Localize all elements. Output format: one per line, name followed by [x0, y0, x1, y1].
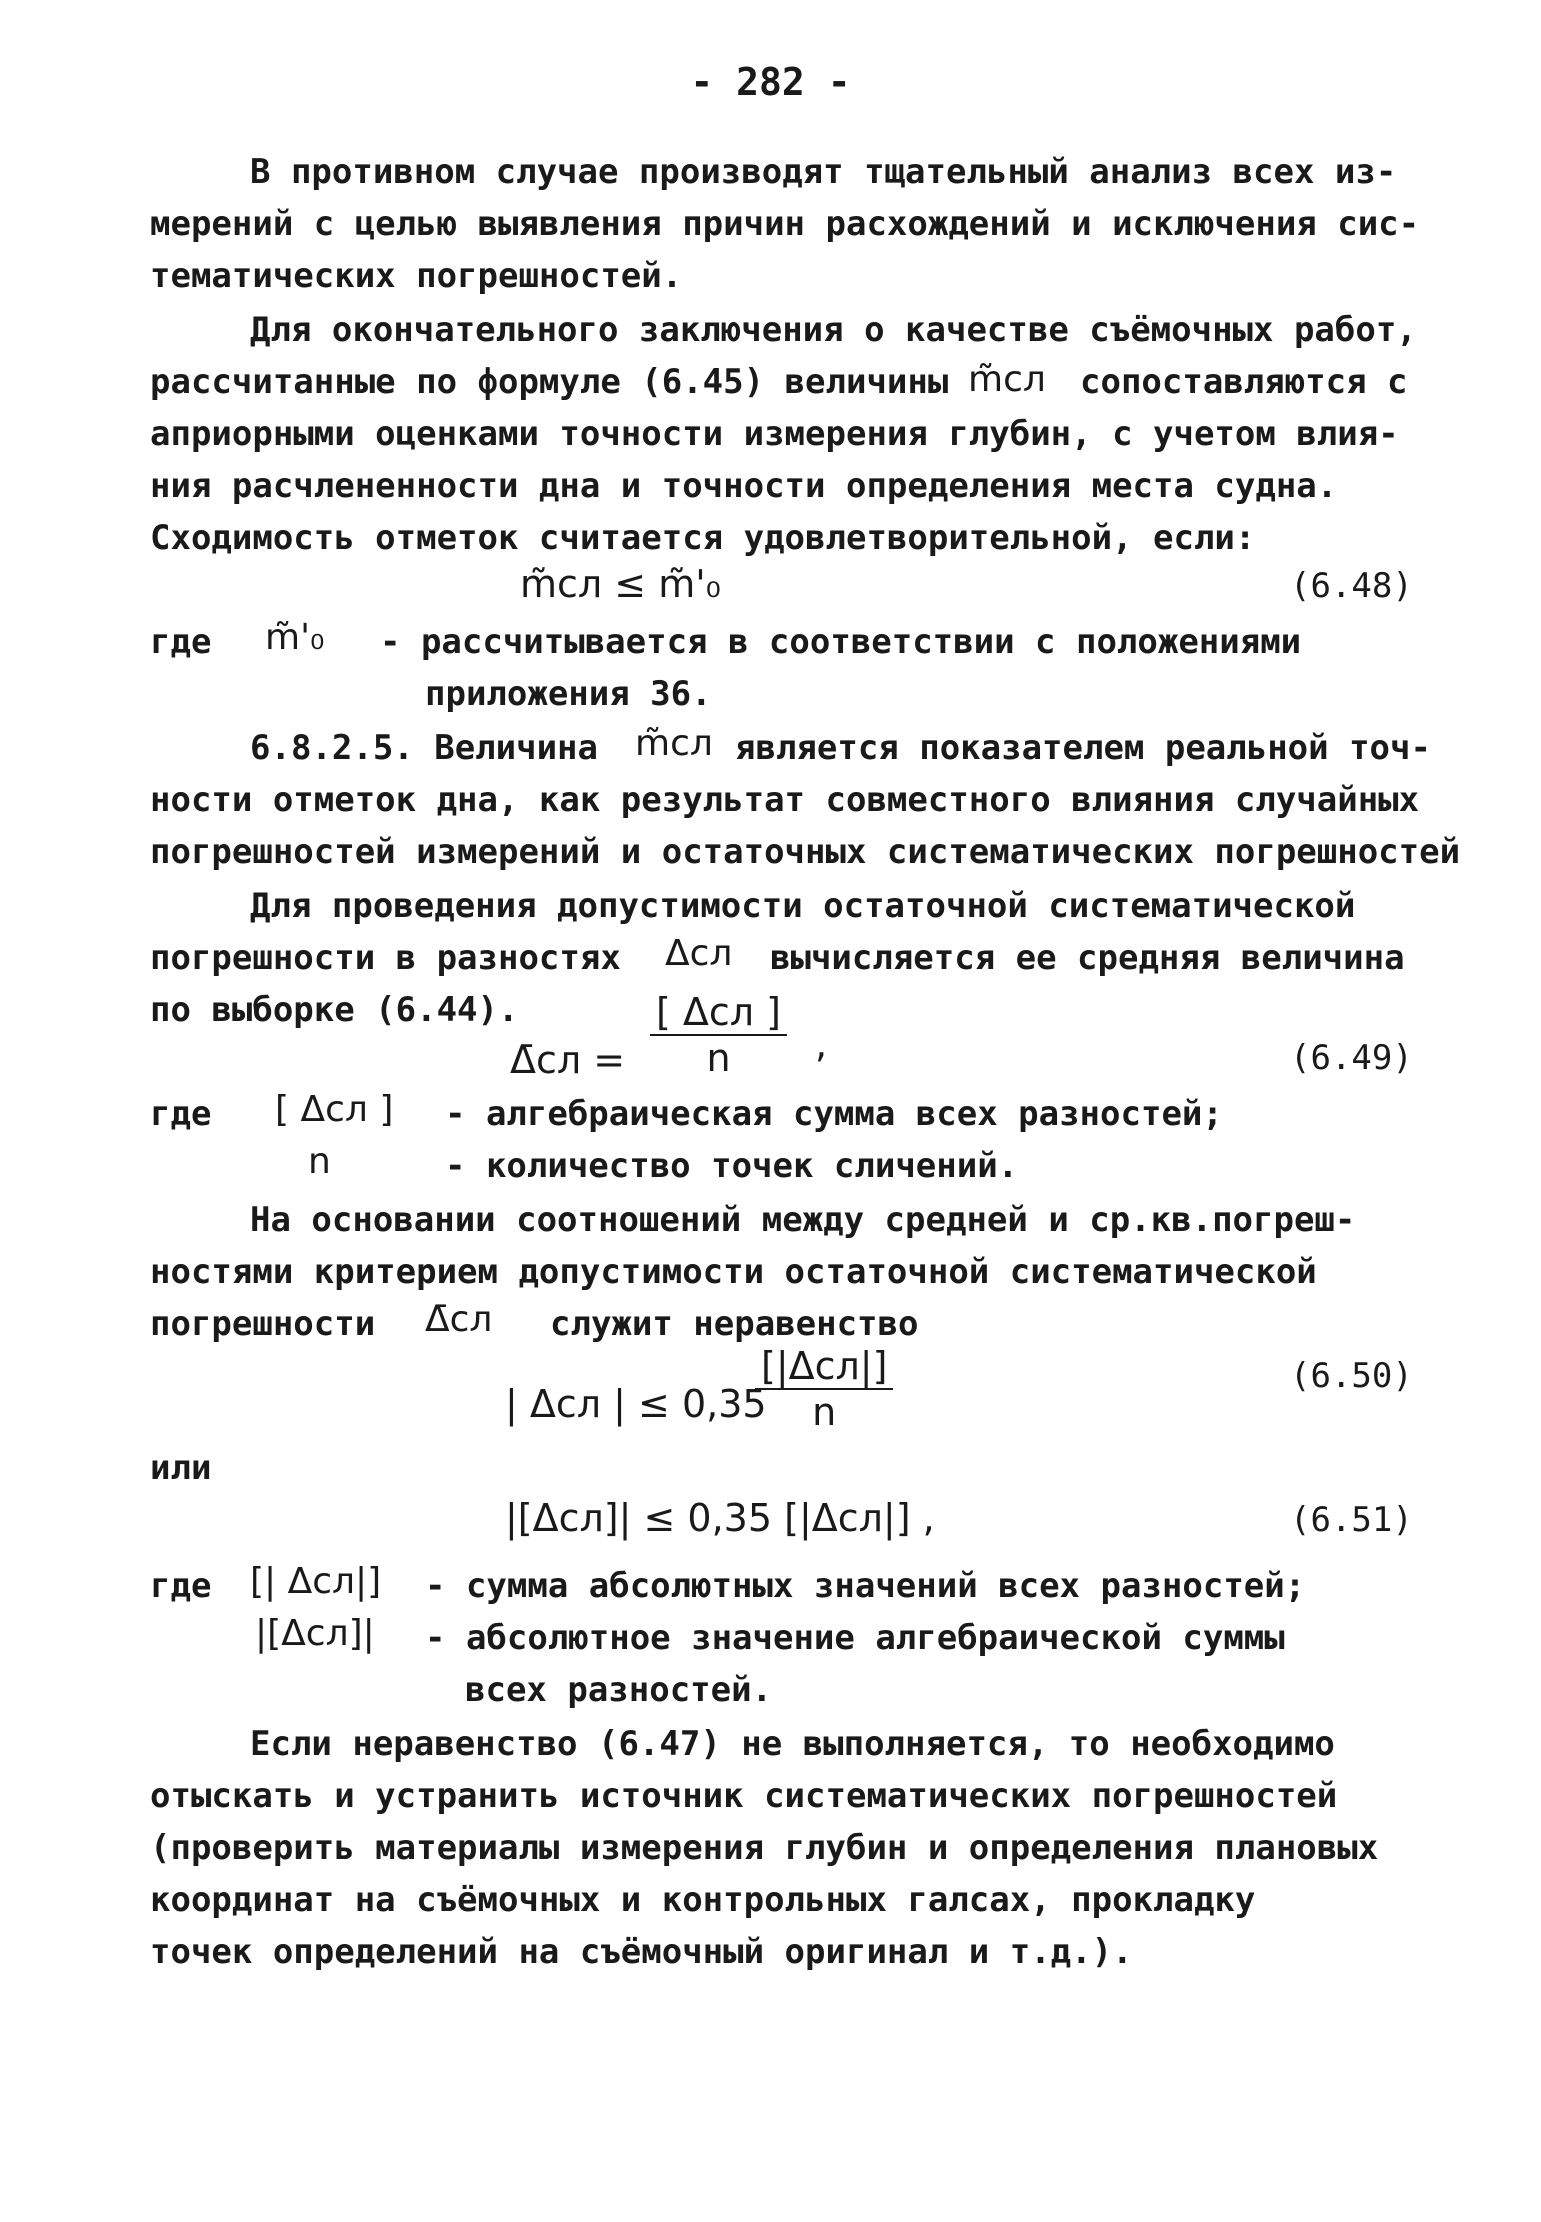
- text-line: координат на съёмочных и контрольных галсах, прокладку: [150, 1880, 1256, 1920]
- fraction-numerator: [ Δсл ]: [650, 990, 787, 1036]
- delta-sum-symbol: [ Δсл ]: [275, 1089, 394, 1130]
- text-line: погрешностей измерений и остаточных систематических погрешностей: [150, 832, 1461, 872]
- equation-6-49-fraction: [650, 990, 787, 1080]
- text-line: служит неравенство: [550, 1304, 919, 1344]
- equation-number: (6.49): [1290, 1038, 1413, 1078]
- or-label: или: [150, 1448, 212, 1488]
- text-line: В противном случае производят тщательный анализ всех из-: [250, 152, 1397, 192]
- text-line: рассчитанные по формуле (6.45) величины: [150, 362, 949, 402]
- text-line: (проверить материалы измерения глубин и определения плановых: [150, 1828, 1379, 1868]
- text-line: вычисляется ее средняя величина: [770, 938, 1405, 978]
- equation-6-49-lhs: Δ̄сл =: [510, 1038, 626, 1082]
- text-line: является показателем реальной точ-: [735, 728, 1431, 768]
- where-label: где: [150, 622, 212, 662]
- text-line: - абсолютное значение алгебраической суммы: [425, 1618, 1285, 1658]
- fraction-denominator: n: [812, 1390, 837, 1434]
- text-line: по выборке (6.44).: [150, 990, 519, 1030]
- abs-sum-symbol: [| Δсл|]: [250, 1561, 382, 1602]
- equation-6-50-fraction: [755, 1344, 893, 1434]
- text-line: ния расчлененности дна и точности определения места судна.: [150, 466, 1338, 506]
- equation-number: (6.51): [1290, 1500, 1413, 1540]
- fraction-numerator: [|Δсл|]: [755, 1344, 893, 1390]
- text-line: Для проведения допустимости остаточной систематической: [250, 886, 1356, 926]
- text-line: Сходимость отметок считается удовлетворительной, если:: [150, 518, 1256, 558]
- m0-symbol: m̃'₀: [265, 617, 325, 658]
- equation-6-50-lhs: | Δсл | ≤ 0,35: [505, 1382, 767, 1426]
- m-sl-symbol: m̃сл: [635, 723, 713, 764]
- text-line: ности отметок дна, как результат совместного влияния случайных: [150, 780, 1420, 820]
- text-line: - алгебраическая сумма всех разностей;: [445, 1094, 1223, 1134]
- delta-mean-symbol: Δ̄сл: [425, 1299, 493, 1340]
- equation-number: (6.48): [1290, 566, 1413, 606]
- text-line: мерений с целью выявления причин расхождений и исключения сис-: [150, 204, 1420, 244]
- text-line: ностями критерием допустимости остаточной систематической: [150, 1252, 1317, 1292]
- fraction-denominator: n: [706, 1036, 731, 1080]
- page-number: - 282 -: [690, 60, 851, 104]
- where-label: где: [150, 1566, 212, 1606]
- text-line: всех разностей.: [465, 1670, 773, 1710]
- text-line: - рассчитывается в соответствии с положениями: [380, 622, 1302, 662]
- text-line: 6.8.2.5. Величина: [250, 728, 598, 768]
- text-line: отыскать и устранить источник систематических погрешностей: [150, 1776, 1338, 1816]
- text-line: - сумма абсолютных значений всех разностей;: [425, 1566, 1306, 1606]
- text-line: погрешности: [150, 1304, 376, 1344]
- text-line: точек определений на съёмочный оригинал и т.д.).: [150, 1932, 1133, 1972]
- equation-6-51: |[Δсл]| ≤ 0,35 [|Δсл|] ,: [505, 1496, 935, 1540]
- text-line: - количество точек сличений.: [445, 1146, 1019, 1186]
- text-line: тематических погрешностей.: [150, 256, 683, 296]
- n-symbol: n: [308, 1141, 331, 1182]
- text-line: приложения 36.: [425, 674, 712, 714]
- equation-6-49-tail: ,: [815, 1022, 828, 1066]
- text-line: Если неравенство (6.47) не выполняется, то необходимо: [250, 1724, 1335, 1764]
- abs-algebraic-sum-symbol: |[Δсл]|: [255, 1613, 375, 1654]
- text-line: погрешности в разностях: [150, 938, 621, 978]
- text-line: На основании соотношений между средней и ср.кв.погреш-: [250, 1200, 1356, 1240]
- text-line: сопоставляются с: [1080, 362, 1408, 402]
- delta-sl-symbol: Δсл: [665, 933, 733, 974]
- equation-6-48: m̃сл ≤ m̃'₀: [520, 562, 721, 606]
- where-label: где: [150, 1094, 212, 1134]
- m-sl-symbol: m̃сл: [968, 359, 1046, 400]
- text-line: Для окончательного заключения о качестве съёмочных работ,: [250, 310, 1417, 350]
- equation-number: (6.50): [1290, 1356, 1413, 1396]
- text-line: априорными оценками точности измерения глубин, с учетом влия-: [150, 414, 1399, 454]
